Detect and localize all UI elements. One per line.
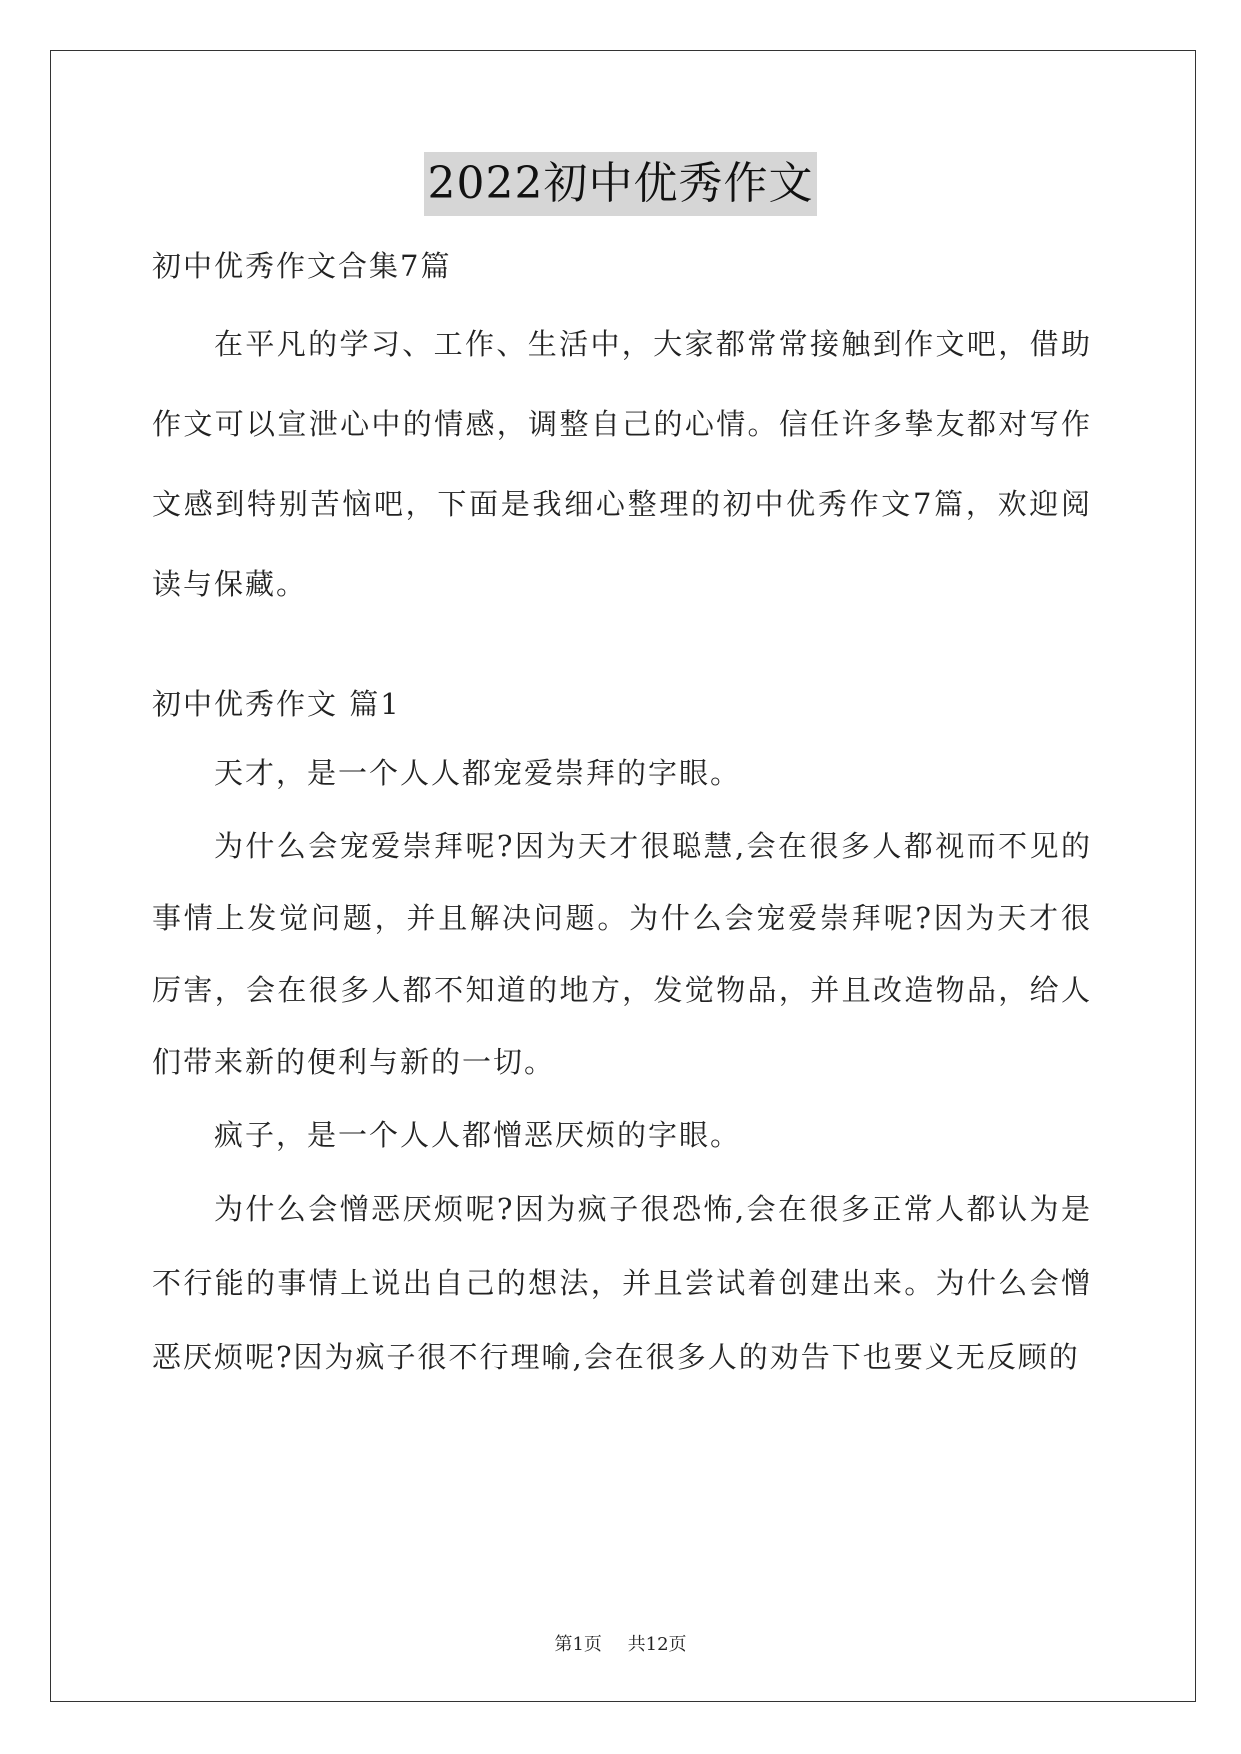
paragraph-3: 疯子，是一个人人都憎恶厌烦的字眼。 (214, 1118, 742, 1152)
total-pages: 共12页 (627, 1634, 687, 1655)
section-heading: 初中优秀作文 篇1 (152, 687, 401, 721)
paragraph-4: 为什么会憎恶厌烦呢?因为疯子很恐怖,会在很多正常人都认为是不行能的事情上说出自己的想法，并且尝试着创建出来。为什么会憎恶厌烦呢?因为疯子很不行理喻,会在很多人的劝告下也要义无反顾的 (152, 1192, 1092, 1374)
paragraph-2: 为什么会宠爱崇拜呢?因为天才很聪慧,会在很多人都视而不见的事情上发觉问题，并且解决问题。为什么会宠爱崇拜呢?因为天才很厉害，会在很多人都不知道的地方，发觉物品，并且改造物品，给人们带来新的便利与新的一切。 (152, 829, 1092, 1079)
document-body (152, 232, 1092, 1394)
page-number: 第1页 (554, 1634, 602, 1655)
page-footer (0, 1630, 1241, 1656)
intro-paragraph: 在平凡的学习、工作、生活中，大家都常常接触到作文吧，借助作文可以宣泄心中的情感，调整自己的心情。信任许多挚友都对写作文感到特别苦恼吧，下面是我细心整理的初中优秀作文7篇，欢迎阅读与保藏。 (152, 327, 1092, 601)
paragraph-1: 天才，是一个人人都宠爱崇拜的字眼。 (214, 756, 742, 790)
title-wrap (0, 152, 1241, 216)
collection-subtitle: 初中优秀作文合集7篇 (152, 249, 452, 283)
document-title: 2022初中优秀作文 (424, 152, 818, 216)
